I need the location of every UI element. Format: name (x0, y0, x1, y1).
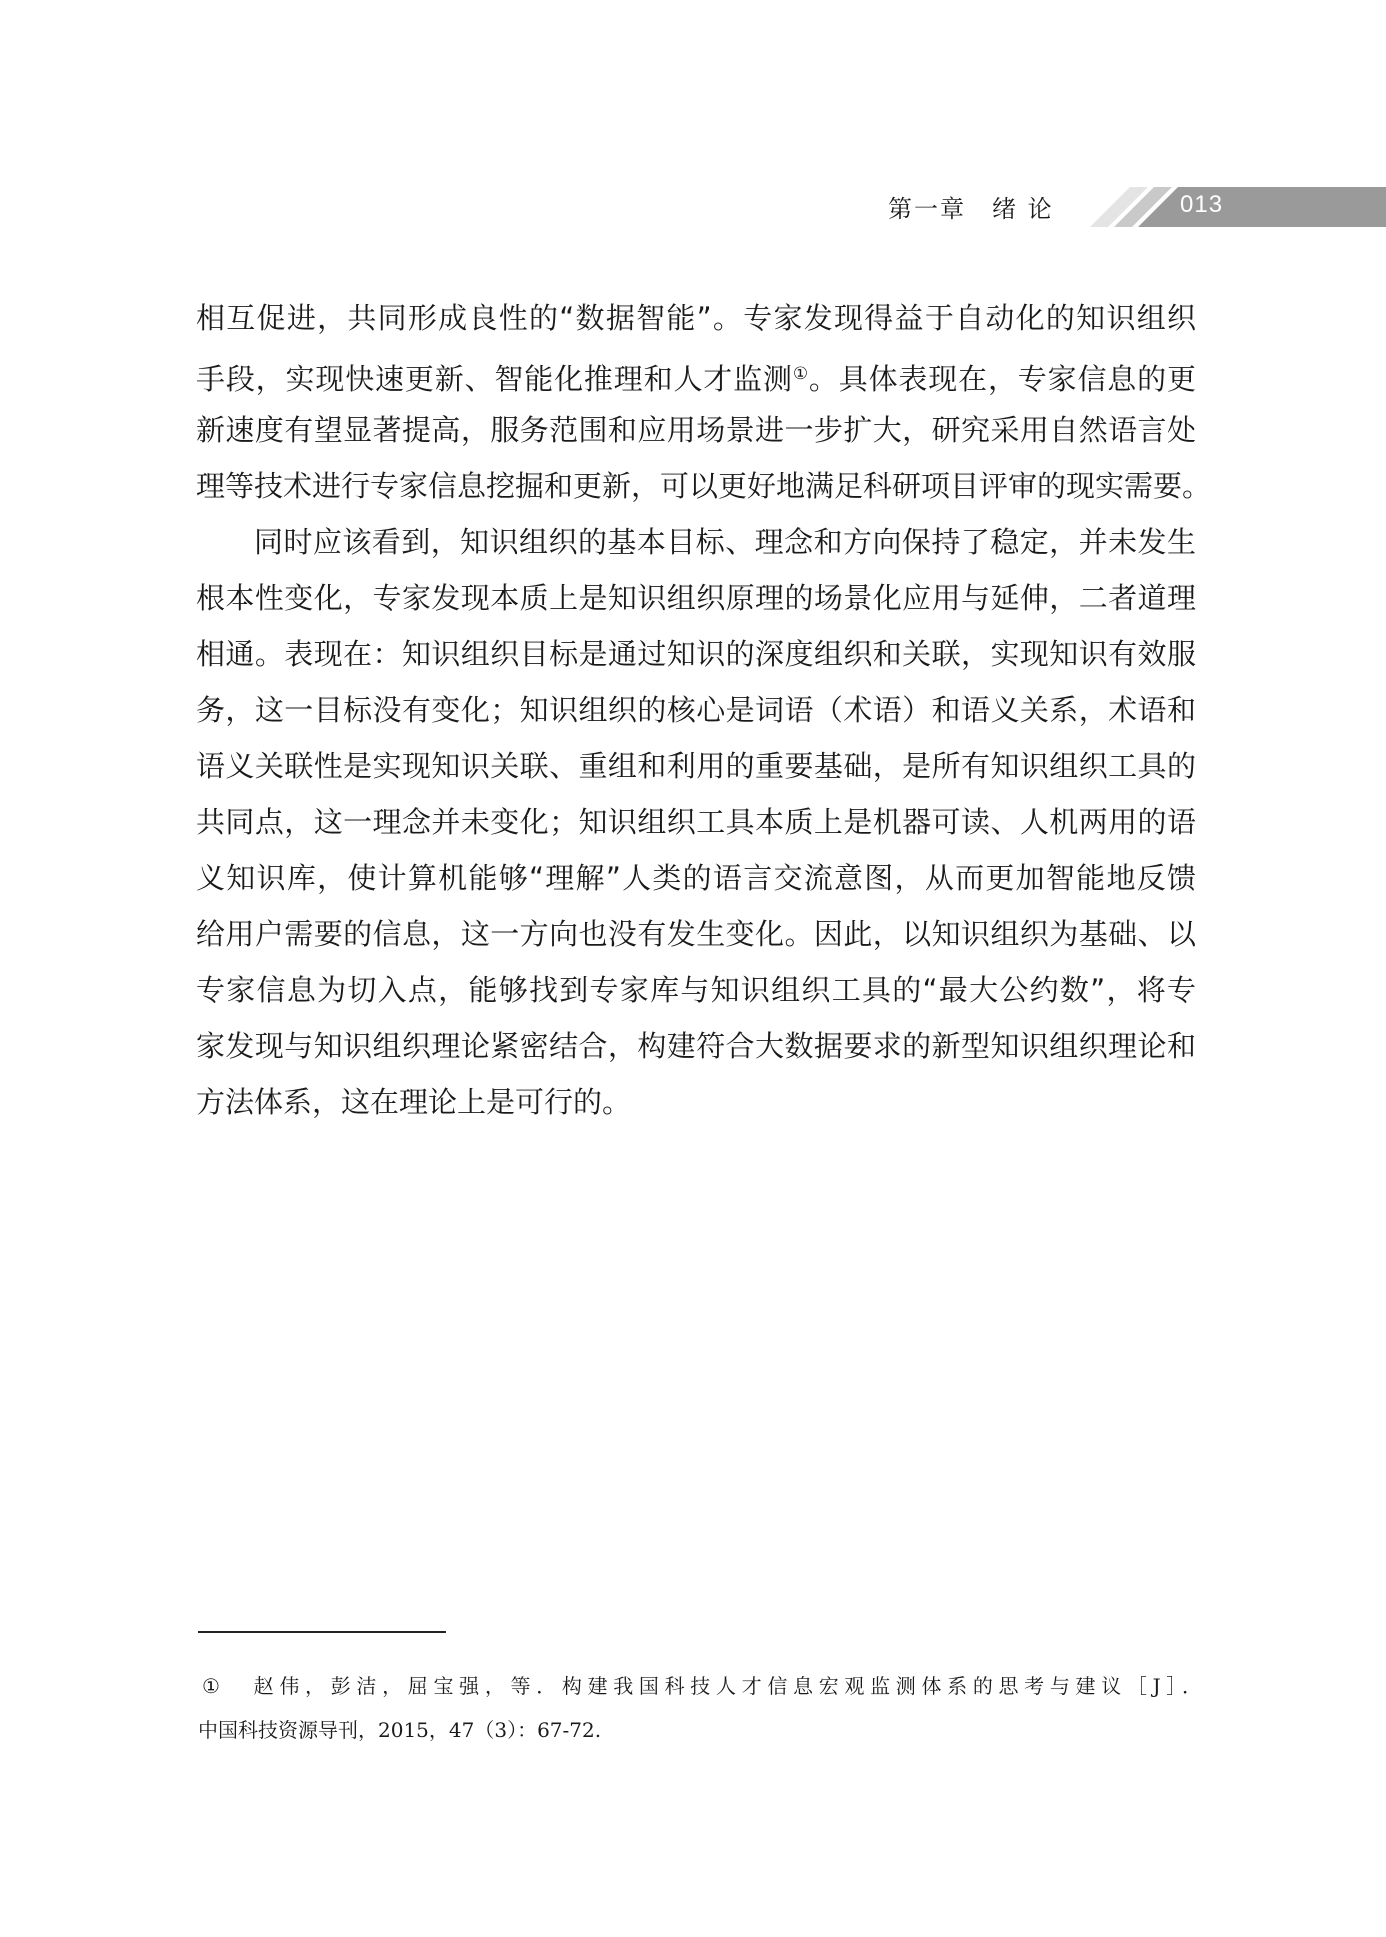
footnote-reference[interactable]: ① (792, 364, 809, 384)
text-line: 专家信息为切入点，能够找到专家库与知识组织工具的“最大公约数”，将专 (196, 973, 1196, 1007)
text-line: 同时应该看到，知识组织的基本目标、理念和方向保持了稳定，并未发生 (254, 525, 1196, 559)
running-header (0, 185, 1386, 233)
text-line: 家发现与知识组织理论紧密结合，构建符合大数据要求的新型知识组织理论和 (196, 1029, 1196, 1063)
text-line: 根本性变化，专家发现本质上是知识组织原理的场景化应用与延伸，二者道理 (196, 581, 1196, 615)
text-line: 语义关联性是实现知识关联、重组和利用的重要基础，是所有知识组织工具的 (196, 749, 1196, 783)
footnote-text: 赵伟，彭洁，屈宝强，等．构建我国科技人才信息宏观监测体系的思考与建议［J］． (248, 1674, 1202, 1698)
footnote-line (198, 1664, 1202, 1708)
footnote-number: ① (202, 1674, 220, 1698)
text-span: 手段，实现快速更新、智能化推理和人才监测 (196, 362, 793, 396)
text-line: 义知识库，使计算机能够“理解”人类的语言交流意图，从而更加智能地反馈 (196, 861, 1196, 895)
chapter-title: 第一章 绪 论 (888, 195, 1054, 223)
text-line: 相通。表现在：知识组织目标是通过知识的深度组织和关联，实现知识有效服 (196, 637, 1196, 671)
text-line (196, 346, 1196, 402)
paragraph-1 (196, 290, 1212, 514)
footnote (198, 1664, 1202, 1752)
page-number: 013 (1180, 191, 1224, 218)
text-line: 务，这一目标没有变化；知识组织的核心是词语（术语）和语义关系，术语和 (196, 693, 1196, 727)
footnote-line: 中国科技资源导刊，2015，47（3）：67-72. (198, 1718, 602, 1742)
header-band (1090, 187, 1386, 227)
text-span: 。具体表现在，专家信息的更 (808, 362, 1196, 396)
text-line: 理等技术进行专家信息挖掘和更新，可以更好地满足科研项目评审的现实需要。 (196, 469, 1212, 503)
text-line: 方法体系，这在理论上是可行的。 (196, 1085, 632, 1119)
body-text (196, 290, 1212, 1130)
paragraph-2 (196, 514, 1196, 1130)
text-line: 相互促进，共同形成良性的“数据智能”。专家发现得益于自动化的知识组织 (196, 301, 1196, 335)
text-line: 新速度有望显著提高，服务范围和应用场景进一步扩大，研究采用自然语言处 (196, 413, 1196, 447)
footnote-divider (198, 1631, 446, 1633)
text-line: 共同点，这一理念并未变化；知识组织工具本质上是机器可读、人机两用的语 (196, 805, 1196, 839)
text-line: 给用户需要的信息，这一方向也没有发生变化。因此，以知识组织为基础、以 (196, 917, 1196, 951)
